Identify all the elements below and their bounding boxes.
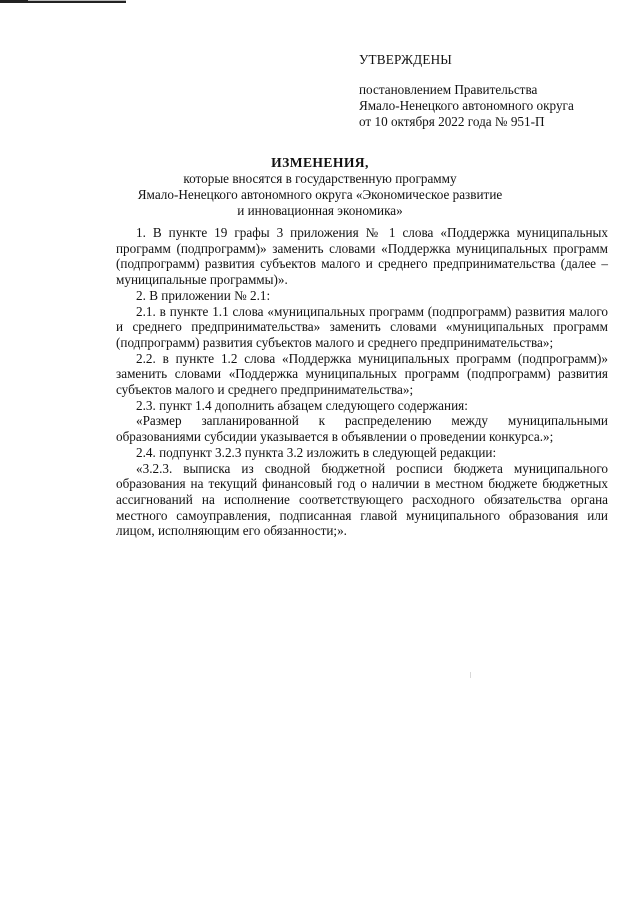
document-title-block [60,155,580,219]
body-paragraph: 2. В приложении № 2.1: [136,287,271,303]
scan-edge-shadow [28,0,126,1]
approval-line: постановлением Правительства [359,82,538,97]
body-paragraph: 2.4. подпункт 3.2.3 пункта 3.2 изложить в следующей редакции: [136,444,497,460]
document-body [116,225,608,539]
approval-line: от 10 октября 2022 года № 951-П [359,114,545,129]
title-line: и инновационная экономика» [237,203,403,218]
title-line: которые вносятся в государственную программу [183,171,457,186]
document-title: ИЗМЕНЕНИЯ, [271,155,369,170]
body-paragraph: «Размер запланированной к распределению между муниципальными образованиями субсидии указывается в объявлении о проведении конкурса.»; [116,413,608,445]
scan-artifact [470,672,471,678]
body-paragraph: 1. В пункте 19 графы 3 приложения № 1 слова «Поддержка муниципальных программ (подпрограмм)» заменить словами «Поддержка муниципальных программ (подпрограмм) развития субъектов малого и среднего предпринимательства (далее – муниципальные программы)». [116,225,608,288]
approval-block [359,52,619,130]
body-paragraph: 2.1. в пункте 1.1 слова «муниципальных программ (подпрограмм) развития малого и среднего предпринимательства» заменить словами «муниципальных программ (подпрограмм) развития субъектов малого и среднего предпринимательства»; [116,303,608,350]
body-paragraph: 2.3. пункт 1.4 дополнить абзацем следующего содержания: [136,397,468,413]
title-line: Ямало-Ненецкого автономного округа «Экономическое развитие [137,187,503,202]
approval-line: Ямало-Ненецкого автономного округа [359,98,574,113]
approval-heading: УТВЕРЖДЕНЫ [359,52,453,67]
approval-spacer [359,68,619,82]
body-paragraph: 2.2. в пункте 1.2 слова «Поддержка муниципальных программ (подпрограмм)» заменить словами «Поддержка муниципальных программ (подпрограмм) развития субъектов малого и среднего предпринимательства»; [116,350,608,398]
body-paragraph: «3.2.3. выписка из сводной бюджетной росписи бюджета муниципального образования на текущий финансовый год о наличии в местном бюджете бюджетных ассигнований на исполнение соответствующего расходного обязательства органа местного самоуправления, подписанная главой муниципального образования или лицом, исполняющим его обязанности;». [116,460,608,539]
